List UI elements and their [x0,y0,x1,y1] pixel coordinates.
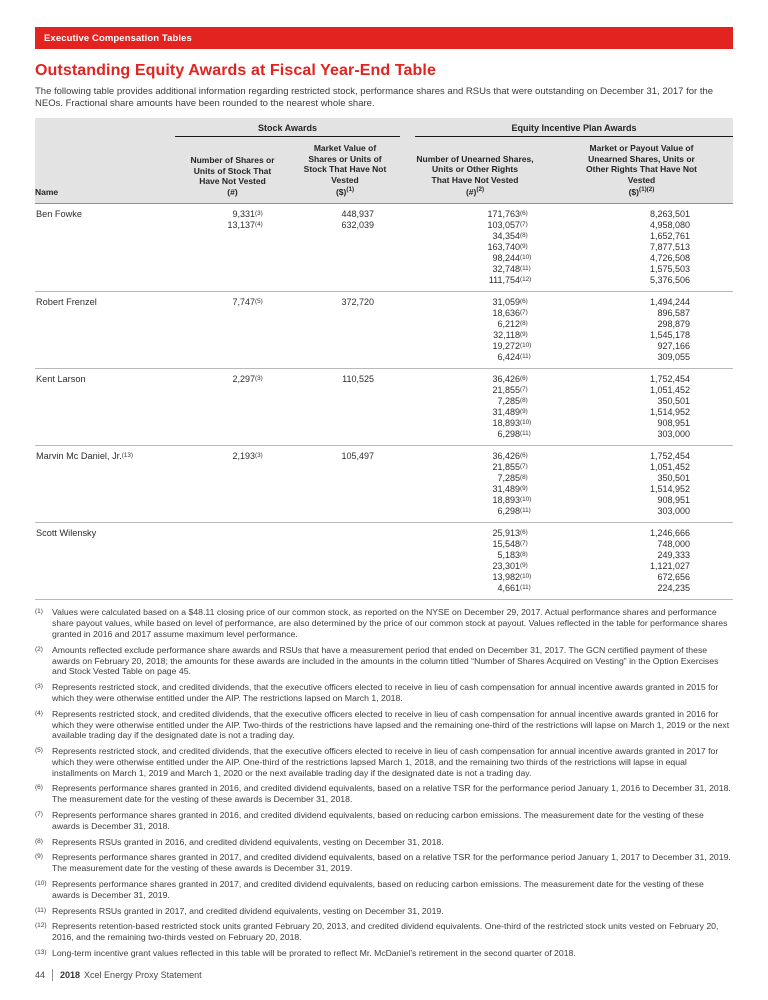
eip-payout-value: 1,121,027 [649,561,690,572]
header-line: Units of Stock That [193,165,272,176]
eip-number-line [400,451,536,462]
eip-number-footnote-ref: (10) [520,419,532,427]
header-line: Stock That Have Not [303,164,387,174]
eip-number-footnote-ref: (6) [520,452,528,460]
eip-number-footnote-ref: (11) [520,430,531,438]
eip-number-footnote-ref: (11) [520,584,531,592]
cell-eip-payout-value [550,451,733,517]
eip-number-line [400,319,536,330]
eip-payout-value: 896,587 [657,308,690,319]
header-line: Market Value of [313,143,377,153]
eip-number-value: 34,354 [492,231,520,242]
footnotes-section [35,607,733,959]
footer-divider [52,969,53,981]
eip-number-line [400,528,536,539]
eip-number-value: 6,424 [497,352,520,363]
eip-payout-value: 1,514,952 [649,407,690,418]
eip-number-footnote-ref: (9) [520,562,528,570]
cell-eip-payout-value [550,297,733,363]
eip-payout-value: 303,000 [657,429,690,440]
eip-number-line [400,209,536,220]
header-line: That Have Not Vested [431,174,519,185]
footnote [35,709,733,741]
eip-number-value: 32,118 [493,330,520,341]
table-row [35,446,733,523]
cell-eip-number [400,209,550,286]
footnote [35,879,733,901]
eip-number-footnote-ref: (8) [520,551,528,559]
header-line: Number of Unearned Shares, [416,153,534,164]
footnote-text: Represents retention-based restricted stock units granted February 20, 2013, and credited dividend equivalents. One-third of the restricted stock units vested on February 20, 2016, and the remaining two-thirds vested on February 20, 2018. [52,921,719,943]
eip-number-value: 21,855 [492,462,520,473]
eip-number-value: 4,661 [497,583,520,594]
eip-payout-value: 7,877,513 [649,242,690,253]
header-unit-line [550,185,733,197]
eip-number-value: 25,913 [492,528,520,539]
eip-number-value: 98,244 [492,253,520,264]
eip-number-footnote-ref: (9) [520,331,528,339]
eip-payout-value: 1,752,454 [649,374,690,385]
neo-name: Kent Larson [36,374,86,385]
eip-payout-value: 1,514,952 [649,484,690,495]
header-line: Market or Payout Value of [589,143,694,153]
section-banner [35,27,733,49]
header-line: Have Not Vested [199,176,266,187]
eip-number-value: 18,893 [492,495,520,506]
eip-payout-value: 4,726,508 [649,253,690,264]
group-header-equity-incentive: Equity Incentive Plan Awards [415,123,733,137]
column-header-stock-market-value [290,143,400,199]
eip-number-line [400,374,536,385]
eip-number-line [400,330,536,341]
eip-payout-value: 908,951 [657,495,690,506]
intro-text: The following table provides additional information regarding restricted stock, performance shares and RSUs that were outstanding on December 31, 2017 for the NEOs. Fractional share amounts have been rounded to the nearest whole share. [35,86,714,109]
eip-number-footnote-ref: (11) [520,507,531,515]
header-line: Other Rights That Have Not [586,164,697,174]
eip-number-footnote-ref: (9) [520,485,528,493]
eip-number-value: 19,272 [492,341,520,352]
eip-number-footnote-ref: (7) [520,309,528,317]
eip-number-line [400,264,536,275]
eip-number-line [400,396,536,407]
eip-number-line [400,484,536,495]
neo-name: Robert Frenzel [36,297,97,308]
header-line: Vested [627,174,656,185]
footnote-marker: (8) [35,837,43,845]
equity-awards-table [35,118,733,600]
footnote-marker: (1) [35,608,43,616]
stock-number-footnote-ref: (3) [255,375,263,383]
stock-market-value: 372,720 [341,297,374,308]
eip-payout-value: 1,051,452 [649,462,690,473]
stock-number-line [175,374,271,385]
group-header-stock-awards: Stock Awards [175,123,400,137]
header-unit-line [175,187,290,198]
eip-number-value: 36,426 [492,451,520,462]
footnote-marker: (3) [35,683,43,691]
eip-number-footnote-ref: (6) [520,375,528,383]
footnote [35,746,733,778]
stock-market-value: 105,497 [341,451,374,462]
eip-number-value: 163,740 [487,242,520,253]
footnote-text: Values were calculated based on a $48.11 closing price of our common stock, as reported on the NYSE on December 29, 2017. Actual performance shares and performance share payout values, while based on level of performance, are also determined by the price of our common stock at payout. Values reflected in the table for performance shares granted in 2016 and 2017 assume maximum level performance. [52,607,728,639]
eip-number-line [400,275,536,286]
stock-number-line [175,220,271,231]
eip-payout-value: 1,246,666 [649,528,690,539]
eip-number-footnote-ref: (10) [520,573,532,581]
eip-number-footnote-ref: (7) [520,221,528,229]
neo-name: Ben Fowke [36,209,82,220]
eip-number-line [400,308,536,319]
table-row [35,369,733,446]
header-unit: (#) [227,186,238,197]
eip-number-line [400,473,536,484]
cell-name [35,528,175,594]
eip-number-value: 7,285 [497,473,520,484]
eip-payout-value: 1,575,503 [649,264,690,275]
stock-market-value: 632,039 [341,220,374,231]
footnote-marker: (12) [35,922,47,930]
cell-eip-number [400,528,550,594]
header-unit: ($) [335,186,347,197]
cell-stock-market-value [290,451,400,517]
footnote-text: Represents RSUs granted in 2017, and credited dividend equivalents, vesting on December 31, 2019. [52,905,444,916]
eip-payout-value: 8,263,501 [649,209,690,220]
eip-number-footnote-ref: (12) [520,276,532,284]
eip-number-value: 32,748 [492,264,520,275]
eip-number-value: 31,489 [492,407,520,418]
eip-payout-value: 1,494,244 [649,297,690,308]
column-header-stock-number [175,143,290,199]
eip-number-line [400,429,536,440]
eip-number-line [400,253,536,264]
stock-number-value: 9,331 [232,209,255,220]
header-line: Unearned Shares, Units or [588,153,695,164]
cell-stock-market-value [290,528,400,594]
eip-payout-value: 1,051,452 [649,385,690,396]
cell-stock-number [175,528,290,594]
eip-payout-value: 350,501 [657,473,690,484]
eip-number-line [400,407,536,418]
eip-number-value: 6,298 [497,506,520,517]
eip-payout-value: 908,951 [657,418,690,429]
footnote [35,852,733,874]
footnote-marker: (5) [35,747,43,755]
header-footnote-ref: (2) [476,186,485,193]
eip-number-line [400,462,536,473]
header-line: Number of Shares or [190,155,275,166]
stock-number-value: 2,297 [232,374,255,385]
eip-payout-value: 1,752,454 [649,451,690,462]
eip-number-line [400,242,536,253]
eip-payout-value: 927,166 [657,341,690,352]
stock-number-line [175,451,271,462]
eip-number-line [400,506,536,517]
eip-number-footnote-ref: (6) [520,210,528,218]
footnote-text: Represents restricted stock, and credited dividends, that the executive officers elected to receive in lieu of cash compensation for annual incentive awards granted in 2015 for which they were otherwise entitled under the AIP. The restrictions lapsed on March 1, 2018. [52,682,719,703]
stock-number-footnote-ref: (5) [255,298,263,306]
table-row [35,204,733,292]
stock-number-footnote-ref: (4) [255,221,263,229]
neo-name: Scott Wilensky [36,528,97,539]
neo-name: Marvin Mc Daniel, Jr. [36,451,122,462]
eip-number-footnote-ref: (8) [520,397,528,405]
footnote-text: Represents performance shares granted in 2016, and credited dividend equivalents, based on a relative TSR for the performance period January 1, 2016 to December 31, 2018. The measurement date for the vesting of these awards is December 31, 2018. [52,783,731,805]
stock-number-value: 7,747 [232,297,255,308]
eip-payout-value: 309,055 [657,352,690,363]
footer-label: Xcel Energy Proxy Statement [84,969,202,980]
footnote [35,948,733,959]
eip-number-line [400,550,536,561]
cell-name [35,374,175,440]
eip-number-line [400,495,536,506]
column-header-name: Name [35,186,59,197]
footnote [35,682,733,704]
eip-number-line [400,583,536,594]
header-footnote-ref: (1)(2) [638,186,655,193]
footnote-text: Long-term incentive grant values reflected in this table will be prorated to reflect Mr. McDaniel’s retirement in the second quarter of 2018. [52,948,576,959]
stock-number-line [175,297,271,308]
footnote [35,810,733,832]
footnote [35,607,733,639]
header-unit: (#) [465,186,477,197]
cell-eip-number [400,297,550,363]
eip-number-footnote-ref: (7) [520,540,528,548]
eip-number-value: 36,426 [492,374,520,385]
eip-payout-value: 249,333 [657,550,690,561]
footnote-marker: (7) [35,811,43,819]
eip-number-value: 18,636 [492,308,520,319]
header-line: Vested [331,174,359,185]
cell-eip-payout-value [550,374,733,440]
page-number: 44 [35,969,46,980]
cell-stock-number [175,297,290,363]
eip-number-footnote-ref: (10) [520,496,532,504]
footnote-marker: (9) [35,853,43,861]
stock-market-value: 448,937 [341,209,374,220]
header-line: Shares or Units of [308,153,382,164]
section-banner-label: Executive Compensation Tables [44,32,192,44]
group-header-spacer [35,123,175,137]
eip-number-value: 31,489 [492,484,520,495]
footnote-text: Represents RSUs granted in 2016, and credited dividend equivalents, vesting on December 31, 2018. [52,836,444,847]
footnote-text: Represents restricted stock, and credited dividends, that the executive officers elected to receive in lieu of cash compensation for annual incentive awards granted in 2017 for which they were otherwise entitled under the AIP. One-third of the restrictions lapsed March 1, 2018, and the remaining two thirds of the restrictions will lapse in equal installments on March 1, 2019 and March 1, 2020 or the next available trading day if the designated date is not a trading day. [52,746,719,778]
footnote [35,837,733,848]
eip-number-value: 103,057 [487,220,520,231]
footnote-marker: (2) [35,645,43,653]
cell-stock-market-value [290,209,400,286]
cell-stock-number [175,209,290,286]
header-unit-line [400,185,550,197]
table-header [35,118,733,204]
eip-number-value: 6,298 [497,429,520,440]
eip-payout-value: 303,000 [657,506,690,517]
footnote-text: Represents performance shares granted in 2016, and credited dividend equivalents, based on reducing carbon emissions. The measurement date for the vesting of these awards is December 31, 2018. [52,810,704,831]
eip-payout-value: 350,501 [657,396,690,407]
name-footnote-ref: (13) [121,452,133,460]
eip-number-line [400,352,536,363]
stock-number-value: 13,137 [227,220,255,231]
eip-number-line [400,385,536,396]
column-header-eip-payout-value [550,143,733,199]
eip-number-footnote-ref: (8) [520,474,528,482]
eip-number-footnote-ref: (7) [520,463,528,471]
column-header-row [35,137,733,203]
eip-number-line [400,572,536,583]
eip-payout-value: 672,656 [657,572,690,583]
eip-number-footnote-ref: (7) [520,386,528,394]
eip-number-value: 171,763 [487,209,520,220]
eip-number-value: 23,301 [492,561,520,572]
page-footer [35,969,733,981]
eip-number-footnote-ref: (11) [520,353,531,361]
eip-payout-value: 224,235 [657,583,690,594]
eip-number-line [400,341,536,352]
footnote [35,906,733,917]
cell-name [35,451,175,517]
footnote [35,645,733,677]
eip-payout-value: 1,652,761 [649,231,690,242]
header-unit-line [290,185,400,197]
footnote-text: Represents restricted stock, and credited dividends, that the executive officers elected to receive in lieu of cash compensation for annual incentive awards granted in 2016 for which they were otherwise entitled under the AIP. Two-thirds of the restrictions have lapsed and the remaining one-third of the restrictions will lapse on March 1, 2019 or the next available trading day if the designated date is not a trading day. [52,708,730,741]
cell-name [35,209,175,286]
eip-payout-value: 4,958,080 [649,220,690,231]
eip-number-value: 6,212 [497,319,520,330]
footnote [35,921,733,943]
eip-number-line [400,231,536,242]
eip-payout-value: 5,376,506 [649,275,690,286]
table-body [35,204,733,600]
stock-number-footnote-ref: (3) [255,210,263,218]
eip-number-footnote-ref: (6) [520,529,528,537]
column-header-eip-number [400,143,550,199]
cell-stock-market-value [290,297,400,363]
eip-number-line [400,539,536,550]
footnote-marker: (10) [35,880,47,888]
cell-eip-number [400,451,550,517]
eip-number-value: 5,183 [497,550,520,561]
stock-number-footnote-ref: (3) [255,452,263,460]
eip-payout-value: 1,545,178 [649,330,690,341]
eip-number-line [400,220,536,231]
cell-stock-number [175,451,290,517]
footnote-text: Represents performance shares granted in 2017, and credited dividend equivalents, based on reducing carbon emissions. The measurement date for the vesting of these awards is December 31, 2019. [52,879,704,900]
eip-number-value: 7,285 [497,396,520,407]
cell-eip-payout-value [550,209,733,286]
footnote-marker: (11) [35,906,47,914]
eip-number-line [400,561,536,572]
eip-number-line [400,418,536,429]
stock-market-value: 110,525 [342,374,374,385]
table-row [35,292,733,369]
footer-year: 2018 [60,969,81,980]
cell-name [35,297,175,363]
footnote-marker: (13) [35,949,47,957]
header-footnote-ref: (1) [346,186,355,193]
group-header-row [35,123,733,137]
footnote [35,783,733,805]
page-title: Outstanding Equity Awards at Fiscal Year-End Table [35,62,436,79]
eip-number-footnote-ref: (9) [520,408,528,416]
eip-number-footnote-ref: (10) [520,342,532,350]
cell-eip-payout-value [550,528,733,594]
eip-number-value: 13,982 [492,572,520,583]
eip-number-value: 15,548 [492,539,520,550]
eip-number-value: 111,754 [488,275,520,286]
eip-number-footnote-ref: (10) [520,254,532,262]
cell-stock-market-value [290,374,400,440]
eip-number-value: 31,059 [492,297,520,308]
header-line: Units or Other Rights [432,164,518,174]
eip-number-value: 18,893 [492,418,520,429]
footnote-text: Amounts reflected exclude performance share awards and RSUs that have a measurement period that ended on December 31, 2017. The GCN certified payment of these awards on February 20, 2018; the amounts for these awards are included in the amounts in the column titled “Number of Shares Acquired on Vesting” in the Option Exercises and Stock Vested Table on page 45. [52,644,719,677]
eip-payout-value: 748,000 [657,539,690,550]
stock-number-value: 2,193 [232,451,255,462]
eip-number-footnote-ref: (9) [520,243,528,251]
table-row [35,523,733,600]
eip-number-line [400,297,536,308]
eip-number-value: 21,855 [492,385,520,396]
footnote-text: Represents performance shares granted in 2017, and credited dividend equivalents, based on a relative TSR for the performance period January 1, 2017 to December 31, 2019. The measurement date for the vesting of these awards is December 31, 2019. [52,852,731,874]
cell-eip-number [400,374,550,440]
footnote-marker: (6) [35,784,43,792]
footnote-marker: (4) [35,709,43,717]
eip-number-footnote-ref: (11) [520,265,531,273]
cell-stock-number [175,374,290,440]
header-unit: ($) [628,186,639,197]
eip-number-footnote-ref: (8) [520,320,528,328]
eip-number-footnote-ref: (8) [520,232,528,240]
eip-payout-value: 298,879 [657,319,690,330]
eip-number-footnote-ref: (6) [520,298,528,306]
